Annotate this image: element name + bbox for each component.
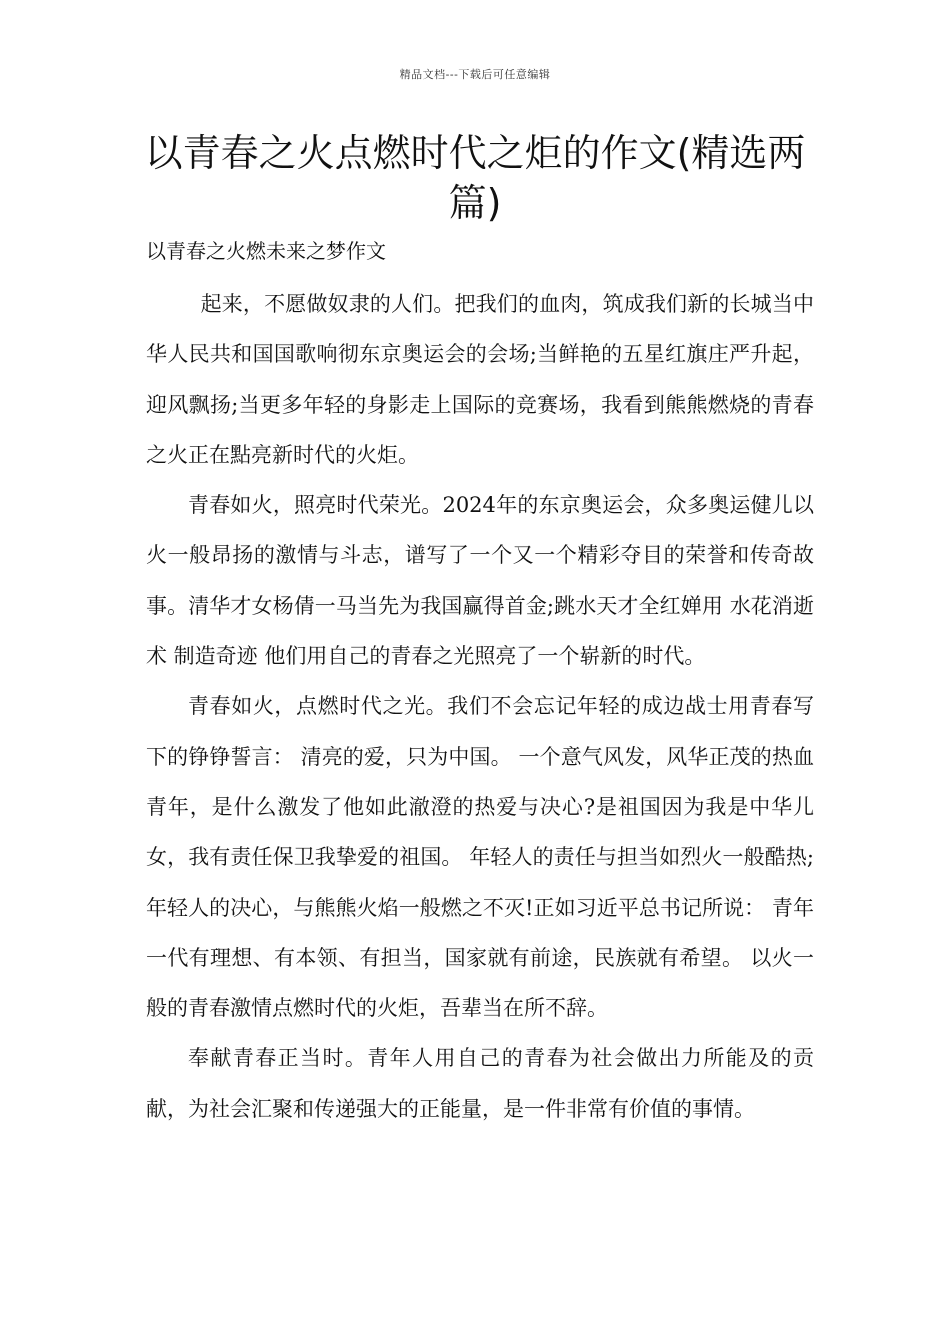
document-title: 以青春之火点燃时代之炬的作文(精选两篇) xyxy=(144,131,806,225)
document-body xyxy=(146,279,814,1134)
paragraph: 青春如火，照亮时代荣光。2024年的东京奥运会，众多奥运健儿以火一般昂扬的激情与斗志，谱写了一个又一个精彩夺目的荣誉和传奇故事。清华才女杨倩一马当先为我国赢得首金;跳水天才全红婵用 水花消逝术 制造奇迹 他们用自己的青春之光照亮了一个崭新的时代。 xyxy=(146,493,814,669)
paragraph: 起来，不愿做奴隶的人们。把我们的血肉，筑成我们新的长城当中华人民共和国国歌响彻东京奥运会的会场;当鲜艳的五星红旗庄严升起，迎风飘扬;当更多年轻的身影走上国际的竞赛场，我看到熊熊燃烧的青春之火正在點亮新时代的火炬。 xyxy=(146,292,814,467)
paragraph: 奉献青春正当时。青年人用自己的青春为社会做出力所能及的贡献，为社会汇聚和传递强大的正能量，是一件非常有价值的事情。 xyxy=(146,1046,814,1121)
paragraph: 青春如火，点燃时代之光。我们不会忘记年轻的成边战士用青春写下的铮铮誓言： 清亮的爱，只为中国。 一个意气风发，风华正茂的热血青年，是什么激发了他如此澈澄的热爱与决心?是祖国因为我是中华儿女，我有责任保卫我挚爱的祖国。 年轻人的责任与担当如烈火一般酷热;年轻人的决心，与熊熊火焰一般燃之不灭!正如习近平总书记所说： 青年一代有理想、有本领、有担当，国家就有前途，民族就有希望。 以火一般的青春激情点燃时代的火炬，吾辈当在所不辞。 xyxy=(146,694,814,1021)
document-subtitle: 以青春之火燃未来之梦作文 xyxy=(146,239,386,263)
header-note: 精品文档---下载后可任意编辑 xyxy=(399,68,551,81)
